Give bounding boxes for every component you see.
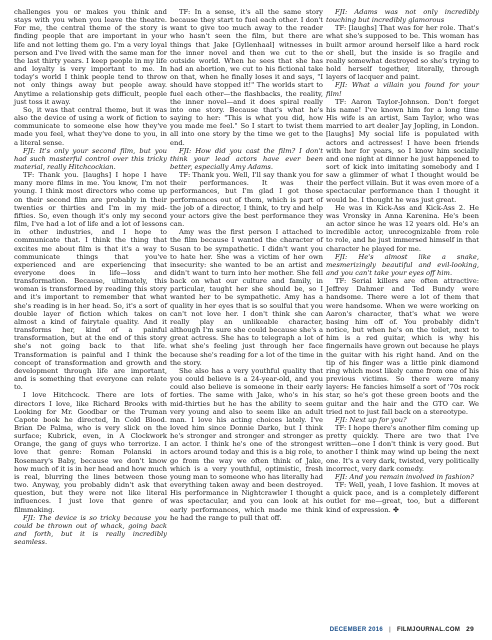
body-paragraph: I love Hitchcock. There are lots of directors I love, like Richard Brooks with Looking for Mr. Goodbar or the Truman Capote book he directed, In Cold Blood. Brian De Palma, who is very slick on the surface; Kubrick, even, in A Clockwork Orange, the gang of guys who terrorize. I love that genre: Roman Polanski in Rosemary's Baby, because we don't know how much of it is in her head and how much is real, blurring the lines between those two. Anyway, you probably didn't ask that question, but they were not like literal influences. I just love that genre of filmmaking. bbox=[14, 391, 167, 514]
body-paragraph: So, it was that central theme, but it was also the device of using a work of fiction to communicate to someone else how they've made you feel, what they've done to you, in a literal sense. bbox=[14, 105, 167, 147]
footer-separator: | bbox=[389, 626, 391, 633]
interview-question: FJI: The device is so tricky because you could be thrown out of whack, going back and forth, but it is really incredibly seamless. bbox=[14, 513, 167, 547]
interview-question: FJI: He's almost like a snake, mesmerizingly beautiful and evil-looking, and you can't take your eyes off him. bbox=[326, 252, 479, 277]
body-paragraph: TF: In a sense, it's all the same story because they start to fuel each other. I don't want to give too much away to the reader who hasn't seen the film, but there are things that Jake [Gyllenhaal] witnesses in the inner novel and then we cut to the outside world. When he sees that she has had an abortion, we cut to his fictional take on that, when he finally loses it and says, "I should have stopped it!" The worlds start to fuel each other—the flashbacks, the reality, the inner novel—and it does spiral really into one story. Because that's what he's saying to her: "This is what you did, how you made me feel." So I start to twist them all into one story by the time we get to the end. bbox=[170, 8, 323, 147]
body-paragraph: TF: Serial killers are often attractive: Jeffrey Dahmer and Ted Bundy were handsome. There were a lot of them that were handsome. When we were working on Aaron's character, that's what we were basing him off of. You probably didn't notice, but when he's on the toilet, next to him is a red guitar, which is why his fingernails have grown out because he plays the guitar with his right hand. And on the tip of his finger was a little pink diamond ring which most likely came from one of his previous victims. So there were many layers: He fancies himself a sort of '70s rock star, so he's got these green boots and the guitar and the hair and the GTO car. We tried not to just fall back on a stereotype. bbox=[326, 277, 479, 416]
body-paragraph: TF: Well, yeah, I love fashion. It moves at a quick pace, and is a completely different outlet for me—great, too, but a different kind of expression. ✤ bbox=[326, 481, 479, 514]
article-column-1 bbox=[14, 8, 167, 546]
body-paragraph: Amy was the first person I attached to the film because I wanted the character of Susan to be sympathetic. I didn't want you to hate her. She was a victim of her own insecurity: she wanted to be an artist and didn't want to turn into her mother. She fell back on what our culture and family, in particular, taught her she should be, so I wanted her to be sympathetic. Amy has a quality in her eyes that is so soulful that you can't not love her. I don't think she can really play an unlikeable character, although I'm sure she could because she's a great actress. She has to telegraph a lot of what she's feeling just through her face because she's reading for a lot of the time in the story. bbox=[170, 228, 323, 367]
interview-question: FJI: Next up for you? bbox=[335, 415, 407, 424]
page-footer bbox=[330, 626, 474, 633]
site-name: FILMJOURNAL.COM bbox=[396, 626, 461, 633]
body-paragraph: TF: Aaron Taylor-Johnson. Don't forget his name! I've known him for a long time His wife is an artist, Sam Taylor, who was married to art dealer Jay Jopling, in London. [laughs] My social life is populated with actors and actresses! I have been friends with her for years, so I know him socially and one night at dinner he just happened to sort of kick into imitating somebody and I saw a glimmer of what I thought would be the perfect villain. But it was even more of a spectacular performance than I thought it would be. I thought he was just great. bbox=[326, 97, 479, 204]
body-paragraph: TF: I hope there's another film coming up pretty quickly. There are two that I've written—one I don't think is very good. But another I think may wind up being the next one. It's a very dark, twisted, very politically incorrect, very dark comedy. bbox=[326, 423, 479, 473]
body-paragraph: She also has a very youthful quality that you could believe is a 24-year-old, and you could also believe is someone in their early forties. The same with Jake, who's in his mid-thirties but he has the ability to seem very young and also to seem like an adult man. I love his acting choices lately. I've loved him since Donnie Darko, but I think he's stronger and stronger and stronger as an actor. I think he's one of the strongest actors around today and this is a big role, to go from the way we often think of Jake, which is a very youthful, optimistic, fresh young man to someone who has literally had everything taken away and been destroyed. His performance in Nightcrawler I thought was spectacular, and you can look at his early performances, which made me think he had the range to pull that off. bbox=[170, 366, 323, 522]
body-paragraph: challenges you or makes you think and stays with you when you leave the theatre. For me, the central theme of the story is finding people that are important in your life and not letting them go. I'm a very loyal person and I've lived with the same man for the last thirty years. I keep people in my life and loyalty is very important to me. In today's world I think people tend to throw not only things away but people away. Anytime a relationship gets difficult, people just toss it away. bbox=[14, 8, 167, 106]
body-paragraph: TF: Thank you. [laughs] I hope I have many more films in me. You know, I'm not young. I think most directors who come up on their second film are probably in their twenties or thirties and I'm in my mid-fifties. So, even though it's only my second film, I've had a lot of life and a lot of lessons in other industries, and I hope to communicate that. I think the thing that excites me about film is that it's a way to communicate things that you've experienced and are experiencing that everyone does in life—loss and transformation. Because, ultimately, this woman is transformed by reading this story and it's important to remember that what she's reading is in her head. So, it's a sort of double layer of fiction which takes on almost a kind of fairytale quality. And it transforms her, kind of a painful transformation, but at the end of this story she's not going back to that life. Transformation is painful and I think the concept of transformation and growth and development through life are important, and is something that everyone can relate to. bbox=[14, 171, 167, 392]
article-column-2 bbox=[170, 8, 323, 522]
interview-question: FJI: Adams was not only incredibly touching but incredibly glamorous bbox=[326, 8, 479, 25]
interview-question: FJI: And you remain involved in fashion? bbox=[335, 472, 474, 481]
body-paragraph: TF: Thank you. Well, I'll say thank you for their performances. It was their performances, but I'm glad I got those performances out of them, which is part of the job of a director, I think, to try and help your actors give the best performance they can. bbox=[170, 171, 323, 229]
article-column-3 bbox=[326, 8, 479, 514]
issue-date: DECEMBER 2016 bbox=[329, 626, 383, 633]
body-paragraph: TF: [laughs] That was for her role. That's what she's supposed to be. This woman has built armor around herself like a hard rock or shell, but the inside is so fragile and really somewhat destroyed so she's trying to hold herself together, literally, through layers of lacquer and paint. bbox=[326, 24, 479, 82]
page-number: 29 bbox=[466, 626, 474, 633]
body-paragraph: He was in Kick-Ass and Kick-Ass 2. He was Vronsky in Anna Karenina. He's been an actor since he was 12 years old. He's an incredible actor, unrecognizable from role to role, and he just immersed himself in that character he played for me. bbox=[326, 203, 479, 253]
interview-question: FJI: It's only your second film, but you had such masterful control over this tricky material, really Hitchcockian. bbox=[14, 146, 167, 171]
interview-question: FJI: What a villain you found for your film! bbox=[326, 81, 479, 98]
end-mark-icon: ✤ bbox=[390, 505, 399, 514]
interview-question: FJI: How did you cast the film? I don't think your lead actors have ever been better, especially Amy Adams. bbox=[170, 146, 323, 171]
